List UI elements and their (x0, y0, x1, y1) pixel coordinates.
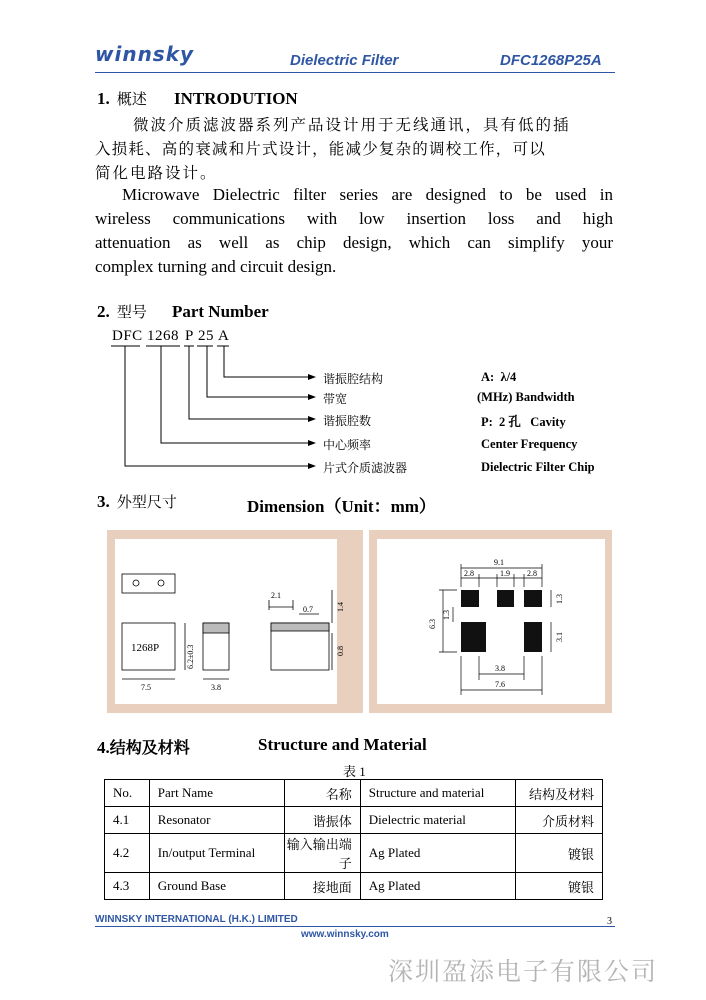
cell-structure: Ag Plated (360, 873, 515, 900)
fp-bottom-pad-height: 3.1 (555, 632, 564, 642)
fp-total-width: 9.1 (494, 558, 504, 567)
cell-part-name-cn: 接地面 (285, 873, 361, 900)
pn-row-5-cn: 片式介质滤波器 (323, 461, 408, 475)
pn-row-2-en: (MHz) Bandwidth (477, 390, 575, 404)
footprint-drawing-svg (369, 530, 612, 713)
pad-top-left (461, 590, 479, 607)
chip-marking: 1268P (131, 642, 160, 654)
th-part-name-cn: 名称 (285, 780, 361, 807)
table-row (105, 873, 603, 900)
cell-part-name: In/output Terminal (149, 834, 284, 873)
doc-model: DFC1268P25A (500, 52, 602, 69)
fp-pad-a: 2.8 (464, 569, 474, 578)
table-row (105, 807, 603, 834)
cell-part-name-cn: 谐振体 (285, 807, 361, 834)
material-table (104, 779, 603, 900)
footer-company: WINNSKY INTERNATIONAL (H.K.) LIMITED (95, 914, 298, 925)
cell-no: 4.1 (105, 807, 150, 834)
pad-bottom-left (461, 622, 486, 652)
fp-gap: 1.3 (442, 610, 451, 620)
pad-top-right (524, 590, 542, 607)
footer-rule (95, 926, 615, 927)
cell-structure: Ag Plated (360, 834, 515, 873)
intro-en-line-2: wireless communications with low insertion loss and high (95, 209, 613, 228)
pad-top-center (497, 590, 514, 607)
intro-en-line-4: complex turning and circuit design. (95, 257, 337, 276)
part-code-dfc: DFC (112, 328, 143, 344)
pn-row-5-en: Dielectric Filter Chip (481, 460, 595, 474)
cell-no: 4.3 (105, 873, 150, 900)
fp-total-height: 6.3 (428, 619, 437, 629)
pn-row-3-cn: 谐振腔数 (323, 414, 372, 428)
fp-pad-b: 1.9 (500, 569, 510, 578)
dimension-title: Dimension（Unit：mm） (247, 497, 436, 516)
footer-url: www.winnsky.com (301, 929, 389, 940)
doc-title: Dielectric Filter (290, 52, 399, 69)
intro-en-line-3: attenuation as well as chip design, which can simplify your (95, 233, 613, 252)
pn-row-1-en: A: λ/4 (481, 370, 517, 384)
cell-structure-cn: 镀银 (515, 834, 603, 873)
cell-structure-cn: 镀银 (515, 873, 603, 900)
cell-no: 4.2 (105, 834, 150, 873)
cell-part-name: Resonator (149, 807, 284, 834)
page-number: 3 (607, 916, 612, 927)
cell-structure: Dielectric material (360, 807, 515, 834)
intro-cn-line-1: 微波介质滤波器系列产品设计用于无线通讯，具有低的插 (133, 116, 571, 134)
fp-inner-width: 3.8 (495, 664, 505, 673)
fp-top-pad-height: 1.3 (555, 594, 564, 604)
table-caption: 表 1 (343, 764, 366, 779)
section-2-heading: 2. 型号 Part Number (97, 302, 269, 321)
dim-pad-height: 1.4 (336, 602, 345, 612)
part-code-cavity: P (185, 328, 194, 344)
pn-row-1-cn: 谐振腔结构 (323, 372, 384, 386)
section-1-heading: 1. 概述 INTRODUTION (97, 89, 298, 108)
dim-pad-width: 0.7 (303, 605, 313, 614)
pn-row-3-en: P: 2 孔 Cavity (481, 415, 566, 429)
th-structure: Structure and material (360, 780, 515, 807)
table-header-row (105, 780, 603, 807)
dim-pad-offset: 2.1 (271, 591, 281, 600)
cell-part-name-cn: 输入输出端子 (285, 834, 361, 873)
table-row (105, 834, 603, 873)
cell-structure-cn: 介质材料 (515, 807, 603, 834)
pn-row-4-en: Center Frequency (481, 437, 578, 451)
section-3-heading: 3. 外型尺寸 (97, 492, 177, 511)
dim-terminal: 0.8 (336, 646, 345, 656)
th-structure-cn: 结构及材料 (515, 780, 603, 807)
th-part-name: Part Name (149, 780, 284, 807)
cell-part-name: Ground Base (149, 873, 284, 900)
part-code-structure: A (218, 328, 230, 344)
pn-row-2-cn: 带宽 (323, 392, 348, 406)
fp-outer-width: 7.6 (495, 680, 505, 689)
intro-cn-line-2: 入损耗、高的衰减和片式设计，能减少复杂的调校工作，可以 (95, 140, 546, 158)
part-code-size: 1268 (147, 328, 179, 344)
intro-en-line-1: Microwave Dielectric filter series are designed to be used in (122, 185, 613, 204)
section-4-heading: 4.结构及材料 (97, 738, 190, 757)
dim-length: 7.5 (141, 683, 151, 692)
part-code-bandwidth: 25 (198, 328, 214, 344)
fp-pad-c: 2.8 (527, 569, 537, 578)
intro-cn-line-3: 简化电路设计。 (95, 164, 218, 182)
watermark-text: 深圳盈添电子有限公司 (388, 957, 659, 986)
pn-row-4-cn: 中心频率 (323, 438, 372, 452)
pad-bottom-right (524, 622, 542, 652)
th-no: No. (105, 780, 150, 807)
logo-text: winnsky (95, 42, 195, 66)
dim-width: 3.8 (211, 683, 221, 692)
dim-height: 6.2±0.3 (186, 644, 195, 669)
material-title: Structure and Material (258, 735, 427, 754)
outline-drawing-svg (107, 530, 363, 713)
